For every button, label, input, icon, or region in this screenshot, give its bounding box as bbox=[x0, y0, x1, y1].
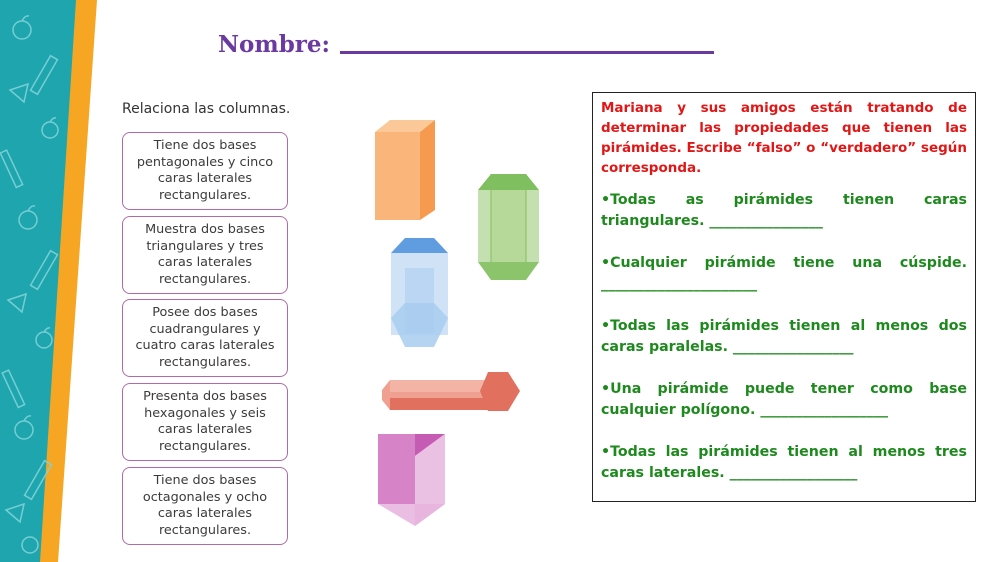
triangular-prism-image[interactable] bbox=[378, 434, 445, 526]
quiz-item-2[interactable]: •Cualquier pirámide tiene una cúspide. ______________________ bbox=[601, 255, 967, 292]
quiz-item-5[interactable]: •Todas las pirámides tienen al menos tres caras laterales. __________________ bbox=[601, 444, 967, 481]
hexagonal-prism-vertical-image[interactable] bbox=[391, 238, 448, 347]
quiz-item-3[interactable]: •Todas las pirámides tienen al menos dos caras paralelas. _________________ bbox=[601, 318, 967, 355]
true-false-quiz-box bbox=[592, 92, 976, 502]
decorative-side-strip bbox=[0, 0, 110, 562]
match-option-cuadrangular[interactable]: Posee dos bases cuadrangulares y cuatro caras laterales rectangulares. bbox=[122, 299, 288, 377]
name-field-header bbox=[218, 22, 714, 58]
quiz-item-4[interactable]: •Una pirámide puede tener como base cualquier polígono. __________________ bbox=[601, 381, 967, 418]
match-option-octagonal[interactable]: Tiene dos bases octagonales y ocho caras laterales rectangulares. bbox=[122, 467, 288, 545]
pentagonal-prism-image[interactable] bbox=[478, 174, 539, 280]
name-blank-line[interactable] bbox=[340, 51, 714, 54]
match-option-hexagonal[interactable]: Presenta dos bases hexagonales y seis caras laterales rectangulares. bbox=[122, 383, 288, 461]
instruction-text: Relaciona las columnas. bbox=[122, 101, 291, 117]
prism-illustrations bbox=[360, 110, 540, 540]
quiz-instructions: Mariana y sus amigos están tratando de determinar las propiedades que tienen las pirámides. Escribe “falso” o “verdadero” según corresponda. bbox=[601, 100, 967, 176]
match-option-pentagonal[interactable]: Tiene dos bases pentagonales y cinco caras laterales rectangulares. bbox=[122, 132, 288, 210]
quiz-item-1[interactable]: •Todas as pirámides tienen caras triangulares. ________________ bbox=[601, 192, 967, 229]
match-option-triangular[interactable]: Muestra dos bases triangulares y tres caras laterales rectangulares. bbox=[122, 216, 288, 294]
name-label: Nombre: bbox=[218, 31, 331, 58]
hexagonal-prism-horizontal-image[interactable] bbox=[382, 372, 520, 411]
square-prism-image[interactable] bbox=[375, 120, 435, 220]
